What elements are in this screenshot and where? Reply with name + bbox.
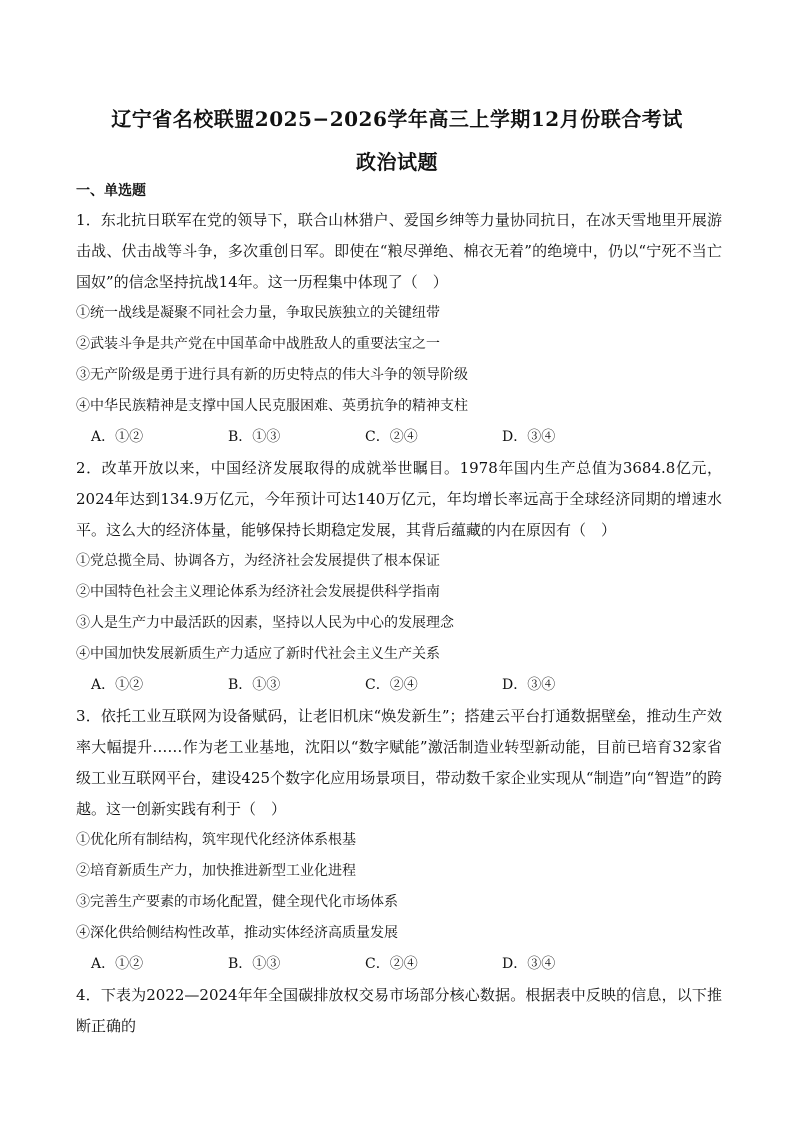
section-heading: 一、单选题 bbox=[76, 183, 146, 199]
statement-option: ③无产阶级是勇于进行具有新的历史特点的伟大斗争的领导阶级 bbox=[76, 367, 468, 383]
choice-a: A．①② bbox=[91, 677, 144, 693]
statement-option: ②武装斗争是共产党在中国革命中战胜敌人的重要法宝之一 bbox=[76, 336, 440, 352]
question-stem: 2．改革开放以来，中国经济发展取得的成就举世瞩目。1978年国内生产总值为3684.8亿元，2024年达到134.9万亿元，今年预计可达140万亿元，年均增长率远高于全球经济同期的增速水平。这么大的经济体量，能够保持长期稳定发展，其背后蕴藏的内在原因有（ ） bbox=[76, 459, 722, 539]
question-stem: 4．下表为2022—2024年年全国碳排放权交易市场部分核心数据。根据表中反映的信息，以下推断正确的 bbox=[76, 986, 722, 1035]
statement-option: ②中国特色社会主义理论体系为经济社会发展提供科学指南 bbox=[76, 584, 440, 600]
exam-title: 辽宁省名校联盟2025−2026学年高三上学期12月份联合考试 bbox=[111, 107, 683, 131]
answer-choices bbox=[76, 422, 722, 453]
choice-b: B．①③ bbox=[228, 677, 281, 693]
statement-option: ①统一战线是凝聚不同社会力量，争取民族独立的关键纽带 bbox=[76, 305, 440, 321]
statement-option: ④中华民族精神是支撑中国人民克服困难、英勇抗争的精神支柱 bbox=[76, 398, 468, 414]
question-stem: 3．依托工业互联网为设备赋码，让老旧机床“焕发新生”；搭建云平台打通数据壁垒，推动生产效率大幅提升……作为老工业基地，沈阳以“数字赋能”激活制造业转型新动能，目前已培育32家省级工业互联网平台，建设425个数字化应用场景项目，带动数千家企业实现从“制造”向“智造”的跨越。这一创新实践有利于（ ） bbox=[76, 707, 722, 818]
question-stem: 1．东北抗日联军在党的领导下，联合山林猎户、爱国乡绅等力量协同抗日，在冰天雪地里开展游击战、伏击战等斗争，多次重创日军。即使在“粮尽弹绝、棉衣无着”的绝境中，仍以“宁死不当亡国奴”的信念坚持抗战14年。这一历程集中体现了（ ） bbox=[76, 211, 722, 291]
choice-c: C．②④ bbox=[365, 956, 418, 972]
exam-subject: 政治试题 bbox=[356, 150, 438, 174]
choice-a: A．①② bbox=[91, 956, 144, 972]
question-1 bbox=[76, 205, 722, 453]
statement-option: ③完善生产要素的市场化配置，健全现代化市场体系 bbox=[76, 894, 398, 910]
statement-option: ②培育新质生产力，加快推进新型工业化进程 bbox=[76, 863, 356, 879]
answer-choices bbox=[76, 670, 722, 701]
question-2 bbox=[76, 453, 722, 701]
statement-option: ④中国加快发展新质生产力适应了新时代社会主义生产关系 bbox=[76, 646, 440, 662]
question-list bbox=[76, 205, 722, 1042]
question-4 bbox=[76, 980, 722, 1042]
answer-choices bbox=[76, 949, 722, 980]
statement-option: ④深化供给侧结构性改革，推动实体经济高质量发展 bbox=[76, 925, 398, 941]
statement-option: ①党总揽全局、协调各方，为经济社会发展提供了根本保证 bbox=[76, 553, 440, 569]
question-3 bbox=[76, 701, 722, 980]
choice-b: B．①③ bbox=[228, 429, 281, 445]
choice-b: B．①③ bbox=[228, 956, 281, 972]
choice-d: D．③④ bbox=[502, 429, 556, 445]
choice-d: D．③④ bbox=[502, 956, 556, 972]
choice-c: C．②④ bbox=[365, 429, 418, 445]
choice-c: C．②④ bbox=[365, 677, 418, 693]
choice-a: A．①② bbox=[91, 429, 144, 445]
statement-option: ①优化所有制结构，筑牢现代化经济体系根基 bbox=[76, 832, 356, 848]
statement-option: ③人是生产力中最活跃的因素，坚持以人民为中心的发展理念 bbox=[76, 615, 454, 631]
choice-d: D．③④ bbox=[502, 677, 556, 693]
